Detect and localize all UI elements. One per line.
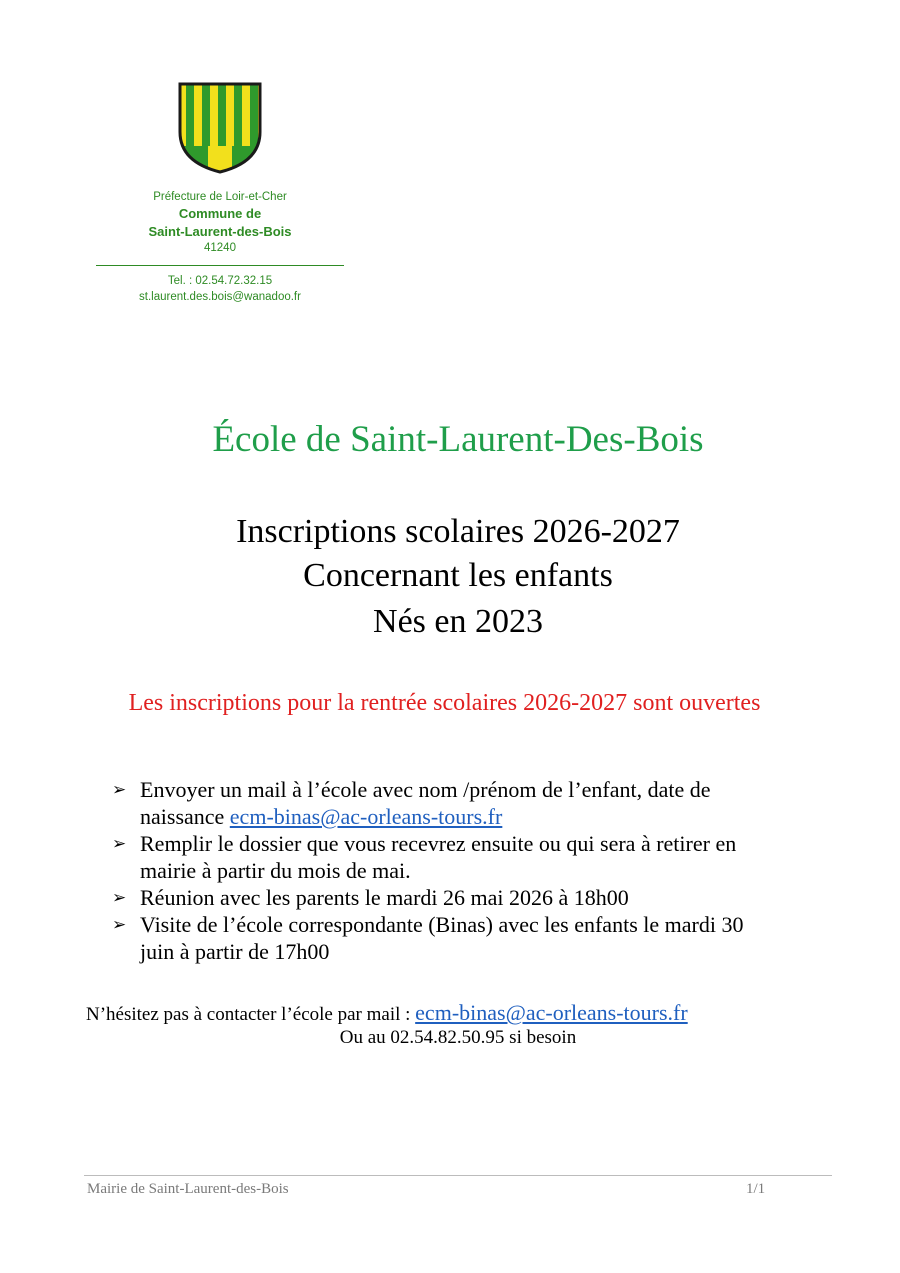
step-4-text-cont: juin à partir de 17h00 xyxy=(140,939,330,964)
coat-of-arms-icon xyxy=(178,82,262,174)
step-1-text-cont: naissance xyxy=(140,804,230,829)
list-item xyxy=(112,830,832,884)
steps-list xyxy=(112,776,832,965)
arrow-bullet-icon: ➢ xyxy=(112,780,127,799)
list-item xyxy=(112,884,832,911)
footer-divider xyxy=(84,1175,832,1176)
postcode: 41240 xyxy=(204,242,236,254)
contact-line xyxy=(86,1000,688,1026)
letterhead xyxy=(96,82,344,305)
school-title: École de Saint-Laurent-Des-Bois xyxy=(212,419,704,460)
contact-phone-line: Ou au 02.54.82.50.95 si besoin xyxy=(339,1027,577,1048)
contact-prefix: N’hésitez pas à contacter l’école par mail : xyxy=(86,1004,416,1025)
prefecture-label: Préfecture de Loir-et-Cher xyxy=(153,191,287,203)
step-2-text: Remplir le dossier que vous recevrez ensuite ou qui sera à retirer en xyxy=(140,831,737,856)
headline-line-1: Inscriptions scolaires 2026-2027 xyxy=(236,513,680,550)
mairie-email: st.laurent.des.bois@wanadoo.fr xyxy=(139,291,301,303)
step-4-text: Visite de l’école correspondante (Binas) avec les enfants le mardi 30 xyxy=(140,912,744,937)
step-2-text-cont: mairie à partir du mois de mai. xyxy=(140,858,411,883)
step-1-text: Envoyer un mail à l’école avec nom /prénom de l’enfant, date de xyxy=(140,777,711,802)
commune-name-line1: Commune de xyxy=(178,206,262,221)
commune-name-line2: Saint-Laurent-des-Bois xyxy=(148,224,292,239)
mairie-phone: Tel. : 02.54.72.32.15 xyxy=(167,275,273,287)
letterhead-divider xyxy=(96,265,344,266)
arrow-bullet-icon: ➢ xyxy=(112,888,127,907)
footer-label: Mairie de Saint-Laurent-des-Bois xyxy=(87,1181,289,1197)
headline-line-3: Nés en 2023 xyxy=(373,603,543,640)
school-email-link[interactable]: ecm-binas@ac-orleans-tours.fr xyxy=(229,804,503,829)
step-3-text: Réunion avec les parents le mardi 26 mai 2026 à 18h00 xyxy=(140,885,629,910)
headline-line-2: Concernant les enfants xyxy=(303,557,613,594)
contact-email-link[interactable]: ecm-binas@ac-orleans-tours.fr xyxy=(415,1000,688,1025)
list-item xyxy=(112,911,832,965)
page-number: 1/1 xyxy=(746,1181,766,1197)
registration-announcement: Les inscriptions pour la rentrée scolaires 2026-2027 sont ouvertes xyxy=(128,690,761,716)
arrow-bullet-icon: ➢ xyxy=(112,834,127,853)
arrow-bullet-icon: ➢ xyxy=(112,915,127,934)
list-item xyxy=(112,776,832,830)
